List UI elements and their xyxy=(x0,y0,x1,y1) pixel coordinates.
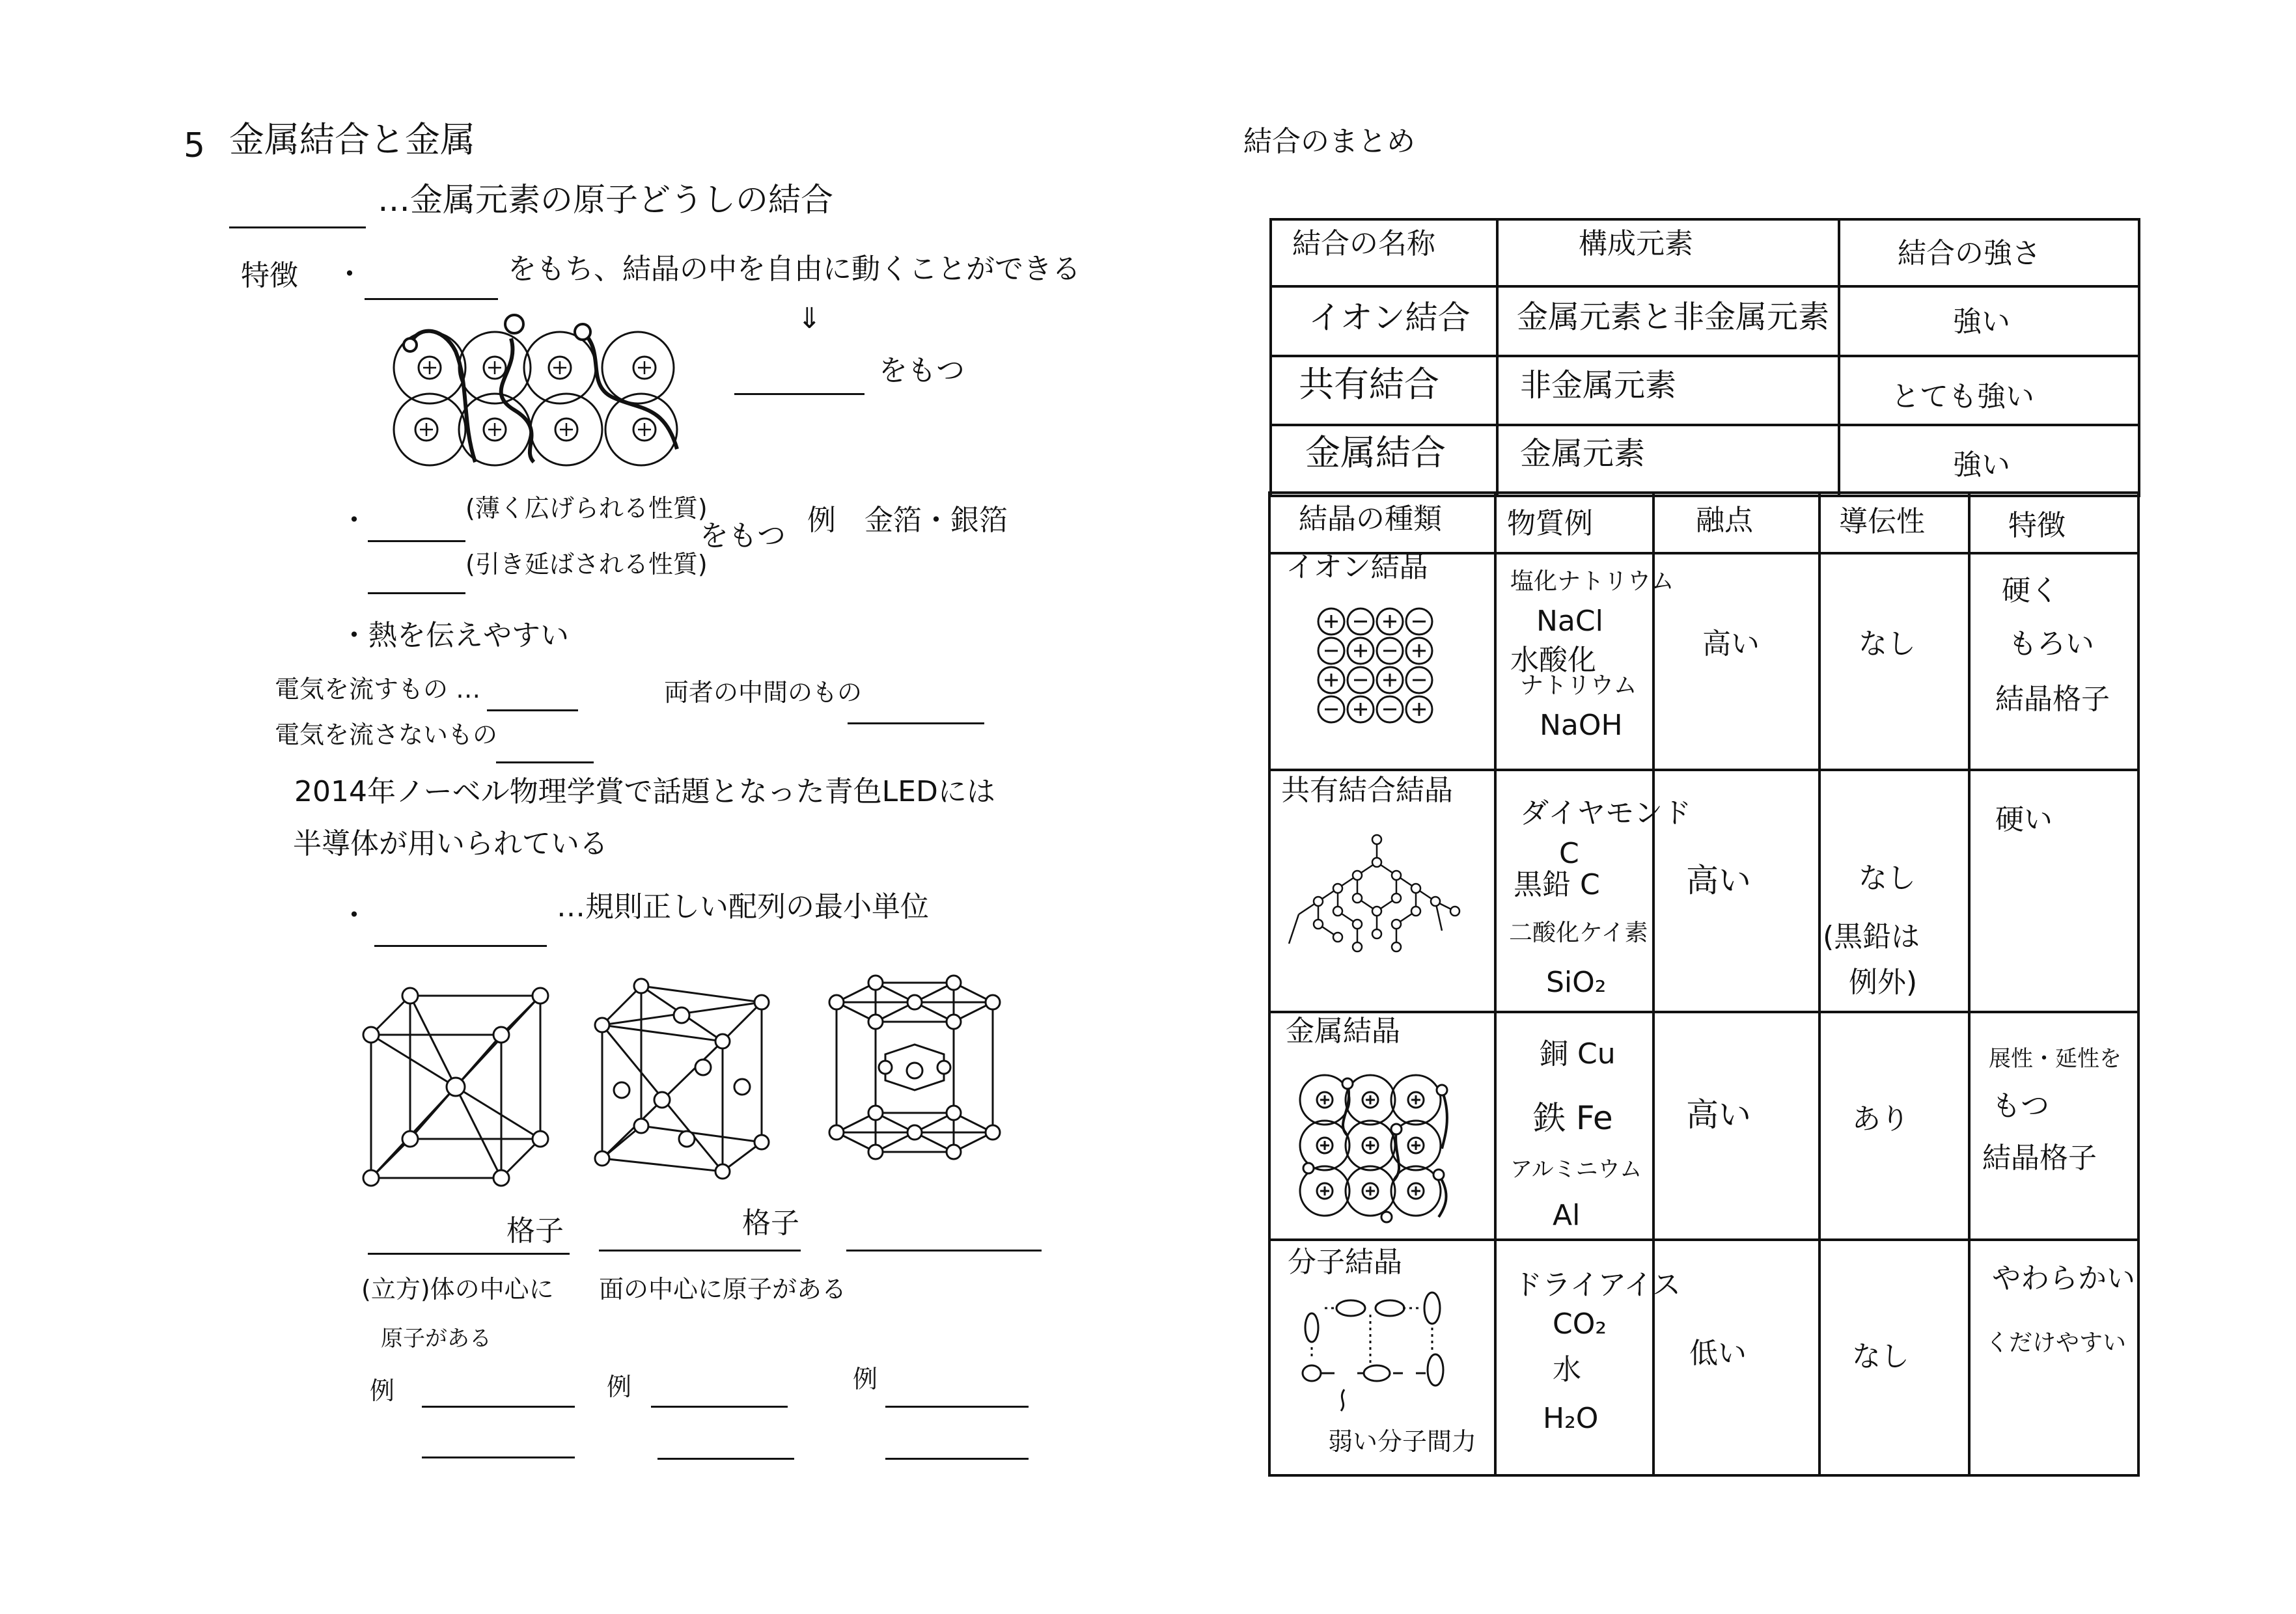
blank-example-1b[interactable] xyxy=(422,1457,575,1458)
bond-header-name: 結合の名称 xyxy=(1292,227,1435,260)
hcp-cell-drawing xyxy=(823,970,1019,1171)
electron-sea-diagram xyxy=(391,312,703,482)
ionic-conductivity: なし xyxy=(1859,627,1916,661)
led-line-2: 半導体が用いられている xyxy=(293,827,608,860)
desc-bcc-2: 原子がある xyxy=(381,1326,491,1352)
section-number: 5 xyxy=(184,126,206,165)
metallic-example-4: Al xyxy=(1553,1199,1581,1232)
covalent-melting-point: 高い xyxy=(1686,862,1751,899)
ionic-feature-2: もろい xyxy=(2008,627,2094,661)
molecular-example-1: ドライアイス xyxy=(1514,1268,1681,1302)
blank-lattice-1[interactable] xyxy=(368,1253,570,1255)
covalent-example-1: ダイヤモンド xyxy=(1520,797,1692,830)
bond-row-covalent-name: 共有結合 xyxy=(1299,364,1439,405)
metallic-melting-point: 高い xyxy=(1686,1096,1751,1134)
metallic-feature-3: 結晶格子 xyxy=(1982,1142,2097,1175)
blank-property[interactable] xyxy=(734,393,864,395)
bond-row-ionic-strength: 強い xyxy=(1953,305,2010,338)
blank-unit-cell[interactable] xyxy=(374,945,547,947)
blank-lattice-3[interactable] xyxy=(846,1250,1042,1252)
ionic-example-2: NaCl xyxy=(1536,605,1603,638)
blank-example-3a[interactable] xyxy=(885,1406,1029,1408)
blank-free-electrons[interactable] xyxy=(365,298,498,300)
molecular-crystal-diagram xyxy=(1299,1295,1468,1412)
ionic-crystal-diagram xyxy=(1315,605,1458,729)
metallic-feature-1: 展性・延性を xyxy=(1989,1046,2122,1072)
bond-row-metallic-elements: 金属元素 xyxy=(1520,435,1646,472)
metallic-crystal-diagram xyxy=(1295,1071,1471,1227)
example-2: 例 xyxy=(607,1373,632,1401)
ionic-melting-point: 高い xyxy=(1702,627,1760,661)
summary-title: 結合のまとめ xyxy=(1243,125,1415,158)
desc-fcc: 面の中心に原子がある xyxy=(599,1275,847,1304)
bcc-cell-drawing xyxy=(358,983,566,1197)
blank-metallic-bond[interactable] xyxy=(229,226,366,228)
crystal-header-cond: 導伝性 xyxy=(1839,505,1925,538)
lattice-label-1: 格子 xyxy=(506,1214,564,1248)
blank-middle[interactable] xyxy=(848,722,984,724)
arrow-down: ⇓ xyxy=(797,302,822,335)
bond-header-strength: 結合の強さ xyxy=(1898,237,2041,270)
paren-malleability: (薄く広げられる性質) xyxy=(465,494,708,523)
crystal-header-example: 物質例 xyxy=(1507,507,1593,540)
section-title: 金属結合と金属 xyxy=(229,119,475,160)
blank-example-2a[interactable] xyxy=(651,1406,788,1408)
lattice-label-2: 格子 xyxy=(742,1207,799,1240)
diamond-structure-diagram xyxy=(1286,833,1481,963)
blank-insulator[interactable] xyxy=(496,761,594,763)
features-label: 特徴 xyxy=(241,259,298,292)
covalent-conductivity-2: (黒鉛は xyxy=(1823,920,1920,953)
metallic-example-2: 鉄 Fe xyxy=(1533,1099,1613,1137)
covalent-example-2: C xyxy=(1559,837,1579,870)
definition-line: …金属元素の原子どうしの結合 xyxy=(378,181,833,219)
middle-label: 両者の中間のもの xyxy=(664,678,863,707)
covalent-example-4: 二酸化ケイ素 xyxy=(1509,920,1648,946)
conductor-label: 電気を流すもの … xyxy=(275,675,481,704)
desc-bcc-1: (立方)体の中心に xyxy=(361,1275,554,1304)
has-label: をもつ xyxy=(879,354,965,387)
metallic-conductivity: あり xyxy=(1852,1102,1909,1136)
bond-header-elements: 構成元素 xyxy=(1579,227,1693,260)
covalent-conductivity-3: 例外) xyxy=(1849,966,1918,999)
ionic-example-1: 塩化ナトリウム xyxy=(1510,568,1674,595)
ionic-example-4: ナトリウム xyxy=(1520,672,1637,699)
molecular-example-3: 水 xyxy=(1553,1353,1581,1386)
heat-conduction: ・熱を伝えやすい xyxy=(340,619,569,652)
feature-free-electrons: をもち、結晶の中を自由に動くことができる xyxy=(508,253,1081,286)
metallic-feature-2: もつ xyxy=(1992,1089,2049,1123)
unit-cell-definition: …規則正しい配列の最小単位 xyxy=(557,890,929,923)
bullet-3: ・ xyxy=(340,899,368,932)
covalent-example-3: 黒鉛 C xyxy=(1514,868,1600,901)
example-foil: 例 金箔・銀箔 xyxy=(807,504,1008,537)
example-1: 例 xyxy=(370,1376,395,1405)
ionic-feature-1: 硬く xyxy=(2002,574,2059,607)
ionic-example-5: NaOH xyxy=(1540,709,1623,742)
bullet-2: ・ xyxy=(340,504,368,537)
paren-ductility: (引き延ばされる性質) xyxy=(465,550,708,579)
molecular-feature-2: くだけやすい xyxy=(1985,1330,2127,1356)
bond-row-metallic-name: 金属結合 xyxy=(1305,432,1446,473)
example-3: 例 xyxy=(853,1365,878,1393)
crystal-type-metallic: 金属結晶 xyxy=(1286,1015,1400,1048)
covalent-example-5: SiO₂ xyxy=(1546,966,1607,999)
crystal-header-type: 結晶の種類 xyxy=(1299,502,1442,536)
crystal-type-molecular: 分子結晶 xyxy=(1288,1246,1402,1279)
bond-row-ionic-elements: 金属元素と非金属元素 xyxy=(1517,299,1830,335)
ionic-feature-3: 結晶格子 xyxy=(1995,683,2110,716)
bullet-1: ・ xyxy=(335,258,364,291)
blank-example-1a[interactable] xyxy=(422,1406,575,1408)
blank-example-2b[interactable] xyxy=(657,1458,794,1460)
covalent-feature-1: 硬い xyxy=(1995,803,2053,836)
blank-conductor[interactable] xyxy=(487,709,578,711)
crystal-header-mp: 融点 xyxy=(1696,504,1753,537)
crystal-type-covalent: 共有結合結晶 xyxy=(1281,774,1453,807)
molecular-example-2: CO₂ xyxy=(1553,1307,1607,1341)
molecular-note: 弱い分子間力 xyxy=(1328,1427,1477,1456)
crystal-header-feature: 特徴 xyxy=(2008,509,2066,542)
insulator-label: 電気を流さないもの xyxy=(275,720,498,749)
molecular-feature-1: やわらかい xyxy=(1992,1262,2135,1295)
molecular-example-4: H₂O xyxy=(1543,1402,1599,1435)
ionic-example-3: 水酸化 xyxy=(1510,644,1596,677)
fcc-cell-drawing xyxy=(589,976,791,1178)
bond-row-covalent-strength: とても強い xyxy=(1891,380,2034,413)
bond-row-covalent-elements: 非金属元素 xyxy=(1520,367,1677,404)
molecular-conductivity: なし xyxy=(1852,1340,1909,1373)
metallic-example-3: アルミニウム xyxy=(1510,1156,1642,1183)
led-line-1: 2014年ノーベル物理学賞で話題となった青色LEDには xyxy=(294,775,995,808)
metallic-example-1: 銅 Cu xyxy=(1540,1037,1616,1071)
molecular-melting-point: 低い xyxy=(1689,1337,1747,1370)
covalent-conductivity-1: なし xyxy=(1859,862,1916,895)
has-label-2: をもつ xyxy=(700,519,786,553)
blank-malleability[interactable] xyxy=(368,540,465,542)
bond-row-ionic-name: イオン結合 xyxy=(1308,299,1471,336)
bond-row-metallic-strength: 強い xyxy=(1953,448,2010,482)
blank-example-3b[interactable] xyxy=(885,1458,1029,1460)
crystal-type-ionic: イオン結晶 xyxy=(1286,551,1428,584)
blank-ductility[interactable] xyxy=(368,592,465,594)
blank-lattice-2[interactable] xyxy=(599,1250,801,1252)
